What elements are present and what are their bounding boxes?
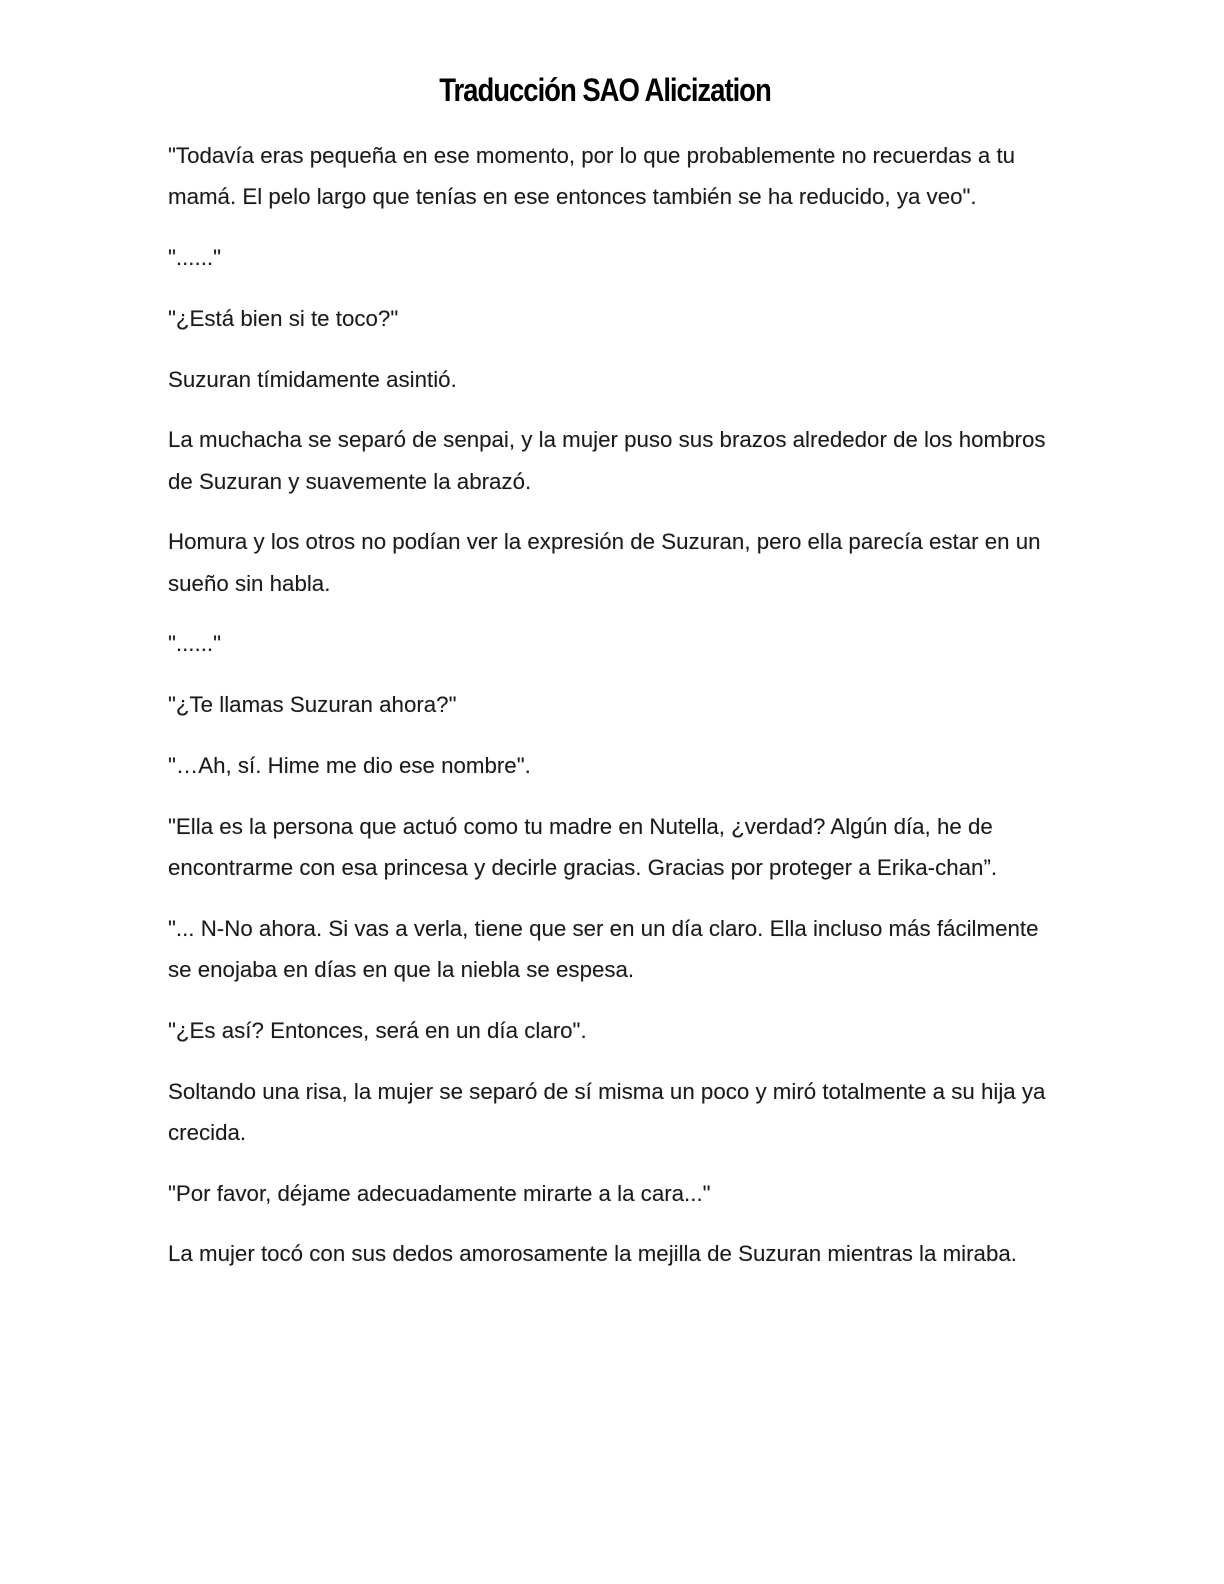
paragraph: "…Ah, sí. Hime me dio ese nombre".	[168, 752, 531, 778]
paragraph: "......"	[168, 631, 221, 657]
paragraph: "Todavía eras pequeña en ese momento, por lo que probablemente no recuerdas a tu mamá. El pelo largo que tenías en ese entonces también se ha reducido, ya veo".	[168, 143, 1016, 210]
document-title: Traducción SAO Alicization	[439, 72, 771, 108]
document-body	[168, 135, 1048, 1294]
paragraph: "¿Está bien si te toco?"	[168, 305, 399, 331]
paragraph: Soltando una risa, la mujer se separó de sí misma un poco y miró totalmente a su hija ya crecida.	[168, 1078, 1046, 1145]
paragraph: "......"	[168, 245, 221, 270]
paragraph: "¿Es así? Entonces, será en un día claro".	[168, 1017, 587, 1043]
paragraph: Suzuran tímidamente asintió.	[168, 366, 457, 392]
paragraph: La mujer tocó con sus dedos amorosamente la mejilla de Suzuran mientras la miraba.	[168, 1241, 1017, 1267]
paragraph: La muchacha se separó de senpai, y la mujer puso sus brazos alrededor de los hombros de Suzuran y suavemente la abrazó.	[168, 427, 1046, 494]
paragraph: "Por favor, déjame adecuadamente mirarte a la cara..."	[168, 1180, 711, 1206]
paragraph: "¿Te llamas Suzuran ahora?"	[168, 692, 457, 718]
paragraph: Homura y los otros no podían ver la expresión de Suzuran, pero ella parecía estar en un sueño sin habla.	[168, 529, 1041, 596]
paragraph: "... N-No ahora. Si vas a verla, tiene que ser en un día claro. Ella incluso más fácilmente se enojaba en días en que la niebla se espesa.	[168, 915, 1039, 982]
paragraph: "Ella es la persona que actuó como tu madre en Nutella, ¿verdad? Algún día, he de encontrarme con esa princesa y decirle gracias. Gracias por proteger a Erika-chan”.	[168, 813, 998, 880]
